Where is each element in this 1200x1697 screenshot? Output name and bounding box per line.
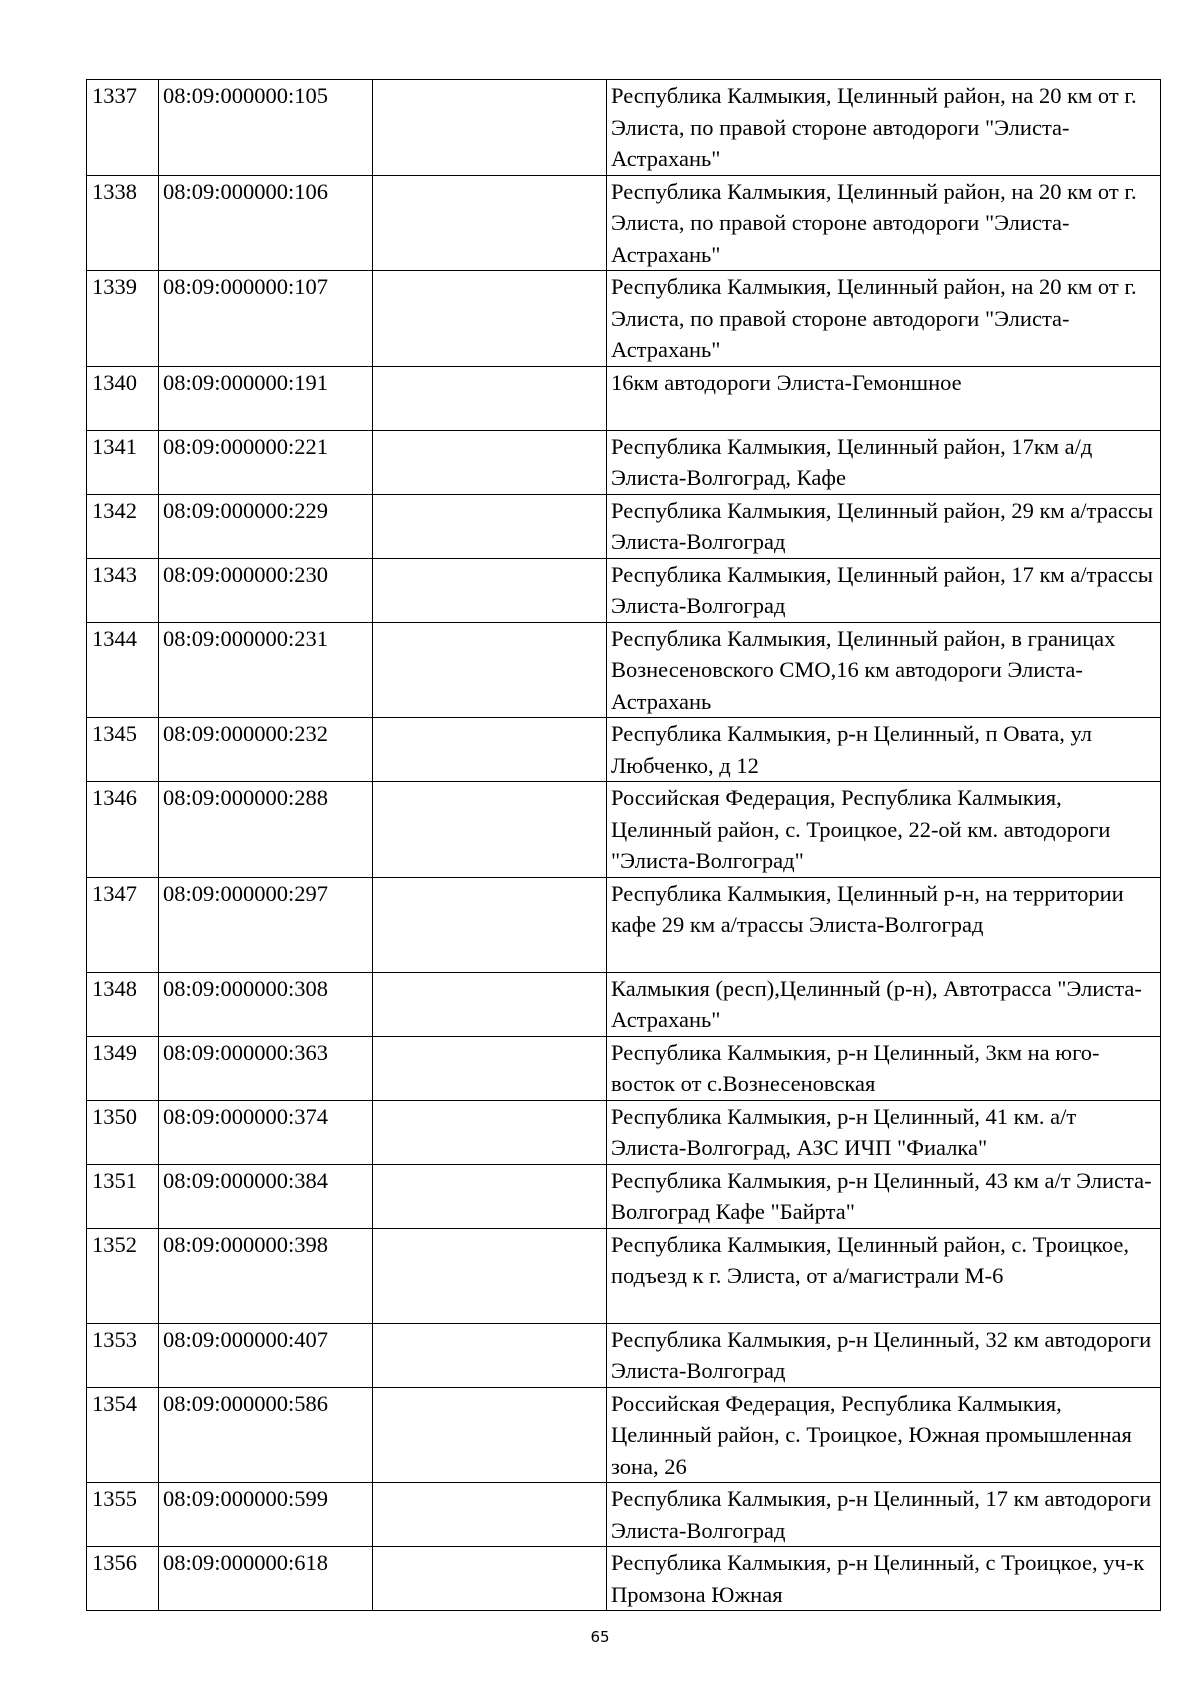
cadastral-number: 08:09:000000:374 — [159, 1100, 373, 1164]
row-number: 1351 — [87, 1164, 159, 1228]
empty-cell — [373, 80, 607, 176]
cadastral-number: 08:09:000000:221 — [159, 430, 373, 494]
empty-cell — [373, 494, 607, 558]
empty-cell — [373, 558, 607, 622]
cadastral-number: 08:09:000000:586 — [159, 1387, 373, 1483]
table-row — [87, 430, 1161, 494]
row-number: 1342 — [87, 494, 159, 558]
address-cell: Республика Калмыкия, р-н Целинный, 41 км. а/т Элиста-Волгоград, АЗС ИЧП "Фиалка" — [607, 1100, 1161, 1164]
cadastral-number: 08:09:000000:398 — [159, 1228, 373, 1323]
table-row — [87, 271, 1161, 367]
cadastral-number: 08:09:000000:230 — [159, 558, 373, 622]
table-row — [87, 1547, 1161, 1611]
row-number: 1353 — [87, 1323, 159, 1387]
cadastral-number: 08:09:000000:363 — [159, 1036, 373, 1100]
row-number: 1346 — [87, 782, 159, 878]
row-number: 1338 — [87, 175, 159, 271]
row-number: 1344 — [87, 622, 159, 718]
row-number: 1343 — [87, 558, 159, 622]
table-row — [87, 877, 1161, 972]
empty-cell — [373, 175, 607, 271]
table-row — [87, 80, 1161, 176]
cadastral-number: 08:09:000000:105 — [159, 80, 373, 176]
cadastral-number: 08:09:000000:407 — [159, 1323, 373, 1387]
cadastral-number: 08:09:000000:599 — [159, 1483, 373, 1547]
address-cell: Республика Калмыкия, р-н Целинный, 43 км а/т Элиста-Волгоград Кафе "Байрта" — [607, 1164, 1161, 1228]
table-row — [87, 972, 1161, 1036]
address-cell: Республика Калмыкия, Целинный район, 17км а/д Элиста-Волгоград, Кафе — [607, 430, 1161, 494]
address-cell: Республика Калмыкия, Целинный район, в границах Вознесеновского СМО,16 км автодороги Элиста-Астрахань — [607, 622, 1161, 718]
row-number: 1339 — [87, 271, 159, 367]
cadastral-number: 08:09:000000:297 — [159, 877, 373, 972]
table-row — [87, 558, 1161, 622]
address-cell: Республика Калмыкия, р-н Целинный, 3км на юго-восток от с.Вознесеновская — [607, 1036, 1161, 1100]
row-number: 1337 — [87, 80, 159, 176]
table-row — [87, 622, 1161, 718]
empty-cell — [373, 1036, 607, 1100]
row-number: 1348 — [87, 972, 159, 1036]
cadastral-number: 08:09:000000:107 — [159, 271, 373, 367]
registry-table — [86, 79, 1161, 1611]
row-number: 1347 — [87, 877, 159, 972]
row-number: 1349 — [87, 1036, 159, 1100]
empty-cell — [373, 1100, 607, 1164]
address-cell: Республика Калмыкия, р-н Целинный, 32 км автодороги Элиста-Волгоград — [607, 1323, 1161, 1387]
table-row — [87, 782, 1161, 878]
cadastral-number: 08:09:000000:288 — [159, 782, 373, 878]
empty-cell — [373, 1387, 607, 1483]
empty-cell — [373, 718, 607, 782]
empty-cell — [373, 366, 607, 430]
address-cell: Российская Федерация, Республика Калмыкия, Целинный район, с. Троицкое, Южная промышленная зона, 26 — [607, 1387, 1161, 1483]
empty-cell — [373, 622, 607, 718]
row-number: 1341 — [87, 430, 159, 494]
cadastral-number: 08:09:000000:308 — [159, 972, 373, 1036]
cadastral-number: 08:09:000000:229 — [159, 494, 373, 558]
row-number: 1340 — [87, 366, 159, 430]
table-row — [87, 718, 1161, 782]
cadastral-number: 08:09:000000:191 — [159, 366, 373, 430]
row-number: 1352 — [87, 1228, 159, 1323]
cadastral-number: 08:09:000000:231 — [159, 622, 373, 718]
empty-cell — [373, 972, 607, 1036]
table-row — [87, 1483, 1161, 1547]
cadastral-number: 08:09:000000:232 — [159, 718, 373, 782]
cadastral-number: 08:09:000000:106 — [159, 175, 373, 271]
registry-table-body — [87, 80, 1161, 1611]
address-cell: Республика Калмыкия, Целинный р-н, на территории кафе 29 км а/трассы Элиста-Волгоград — [607, 877, 1161, 972]
table-row — [87, 366, 1161, 430]
row-number: 1345 — [87, 718, 159, 782]
table-row — [87, 1323, 1161, 1387]
empty-cell — [373, 877, 607, 972]
empty-cell — [373, 1228, 607, 1323]
address-cell: Республика Калмыкия, Целинный район, на 20 км от г. Элиста, по правой стороне автодороги "Элиста-Астрахань" — [607, 271, 1161, 367]
cadastral-number: 08:09:000000:384 — [159, 1164, 373, 1228]
table-row — [87, 494, 1161, 558]
address-cell: Республика Калмыкия, р-н Целинный, с Троицкое, уч-к Промзона Южная — [607, 1547, 1161, 1611]
table-row — [87, 175, 1161, 271]
address-cell: Республика Калмыкия, Целинный район, с. Троицкое, подъезд к г. Элиста, от а/магистрали М-6 — [607, 1228, 1161, 1323]
table-row — [87, 1100, 1161, 1164]
address-cell: Российская Федерация, Республика Калмыкия, Целинный район, с. Троицкое, 22-ой км. автодороги "Элиста-Волгоград" — [607, 782, 1161, 878]
address-cell: Республика Калмыкия, Целинный район, на 20 км от г. Элиста, по правой стороне автодороги "Элиста-Астрахань" — [607, 175, 1161, 271]
row-number: 1355 — [87, 1483, 159, 1547]
page-number: 65 — [590, 1628, 610, 1646]
empty-cell — [373, 271, 607, 367]
row-number: 1356 — [87, 1547, 159, 1611]
row-number: 1354 — [87, 1387, 159, 1483]
row-number: 1350 — [87, 1100, 159, 1164]
address-cell: Калмыкия (респ),Целинный (р-н), Автотрасса "Элиста-Астрахань" — [607, 972, 1161, 1036]
address-cell: 16км автодороги Элиста-Гемоншное — [607, 366, 1161, 430]
table-row — [87, 1036, 1161, 1100]
table-row — [87, 1164, 1161, 1228]
address-cell: Республика Калмыкия, Целинный район, на 20 км от г. Элиста, по правой стороне автодороги "Элиста-Астрахань" — [607, 80, 1161, 176]
empty-cell — [373, 1164, 607, 1228]
empty-cell — [373, 782, 607, 878]
empty-cell — [373, 430, 607, 494]
table-row — [87, 1228, 1161, 1323]
address-cell: Республика Калмыкия, р-н Целинный, 17 км автодороги Элиста-Волгоград — [607, 1483, 1161, 1547]
empty-cell — [373, 1547, 607, 1611]
cadastral-number: 08:09:000000:618 — [159, 1547, 373, 1611]
table-row — [87, 1387, 1161, 1483]
address-cell: Республика Калмыкия, Целинный район, 17 км а/трассы Элиста-Волгоград — [607, 558, 1161, 622]
empty-cell — [373, 1483, 607, 1547]
address-cell: Республика Калмыкия, Целинный район, 29 км а/трассы Элиста-Волгоград — [607, 494, 1161, 558]
empty-cell — [373, 1323, 607, 1387]
address-cell: Республика Калмыкия, р-н Целинный, п Овата, ул Любченко, д 12 — [607, 718, 1161, 782]
